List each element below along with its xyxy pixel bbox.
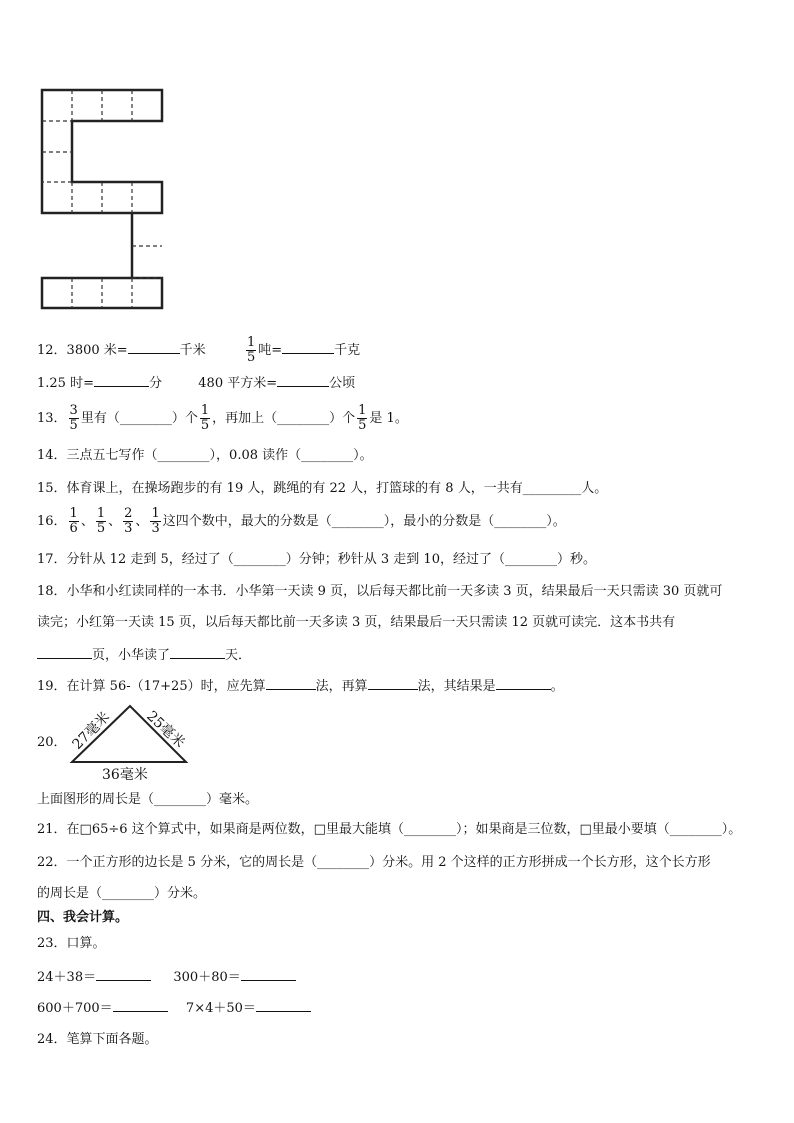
fraction: $\frac{1}{6}$ — [69, 506, 78, 536]
answer-blank[interactable] — [170, 645, 225, 659]
answer-blank[interactable] — [241, 967, 296, 981]
answer-blank[interactable] — [496, 676, 551, 690]
grid-five-figure — [38, 86, 168, 316]
triangle-base-label: 36毫米 — [102, 767, 148, 783]
q12-c-post: 分 — [148, 376, 162, 391]
question-23-title: 23．口算。 — [37, 936, 106, 951]
question-17: 17．分针从 12 走到 5，经过了（________）分钟；秒针从 3 走到 10，经过了（________）秒。 — [37, 552, 596, 567]
fraction: $\frac{1}{5}$ — [358, 403, 367, 433]
separator: 、 — [80, 514, 94, 529]
q12-number: 12． — [37, 343, 67, 358]
answer-blank[interactable] — [368, 676, 418, 690]
question-20-text: 上面图形的周长是（________）毫米。 — [37, 792, 259, 807]
question-16 — [37, 505, 566, 539]
triangle-left-label: 27毫米 — [69, 709, 114, 753]
answer-blank[interactable] — [128, 340, 180, 354]
fraction: $\frac{1}{5}$ — [246, 335, 256, 365]
oral-calc-row-2 — [37, 998, 311, 1019]
oral-calc-item: 7×4＋50＝ — [185, 1001, 256, 1016]
section-title: 四、我会计算。 — [37, 910, 129, 925]
q12-b-pre: 吨= — [258, 343, 283, 358]
fraction: $\frac{2}{3}$ — [124, 506, 133, 536]
q13-text-3: 是 1。 — [369, 411, 408, 426]
answer-blank[interactable] — [277, 373, 329, 387]
answer-blank[interactable] — [282, 340, 334, 354]
q13-text-2: ，再加上（________）个 — [212, 411, 356, 426]
q18-text-b: 天． — [225, 648, 252, 663]
q12-d-pre: 480 平方米= — [198, 376, 278, 391]
fraction: $\frac{1}{5}$ — [200, 403, 210, 433]
answer-blank[interactable] — [256, 998, 311, 1012]
answer-blank[interactable] — [37, 645, 92, 659]
q19-post: 。 — [550, 679, 564, 694]
q12-c-pre: 1.25 时= — [37, 376, 94, 391]
q12-d-post: 公顷 — [329, 376, 356, 391]
q16-number: 16． — [37, 514, 67, 529]
question-24-title: 24．笔算下面各题。 — [37, 1032, 158, 1047]
q19-mid2: 法，其结果是 — [417, 679, 496, 694]
separator: 、 — [135, 514, 149, 529]
answer-blank[interactable] — [266, 676, 316, 690]
q18-text-a: 页，小华读了 — [92, 648, 171, 663]
q16-text: 这四个数中，最大的分数是（________），最小的分数是（________）。 — [162, 514, 566, 529]
question-20-number: 20． — [37, 735, 67, 750]
triangle-figure — [64, 700, 204, 785]
fraction: $\frac{3}{5}$ — [69, 403, 78, 433]
answer-blank[interactable] — [94, 373, 149, 387]
q12-a-post: 千米 — [179, 343, 206, 358]
question-18-line-1: 18．小华和小红读同样的一本书．小华第一天读 9 页，以后每天都比前一天多读 3 页，结果最后一天只需读 30 页就可 — [37, 584, 723, 599]
question-22-line-2: 的周长是（________）分米。 — [37, 886, 207, 901]
q13-text-1: 里有（________）个 — [80, 411, 198, 426]
q12-b-post: 千克 — [334, 343, 361, 358]
question-14: 14．三点五七写作（________），0.08 读作（________）。 — [37, 448, 373, 463]
fraction: $\frac{1}{5}$ — [96, 506, 106, 536]
q13-number: 13． — [37, 411, 67, 426]
oral-calc-item: 24＋38＝ — [37, 970, 97, 985]
question-22-line-1: 22．一个正方形的边长是 5 分米，它的周长是（________）分米。用 2 个这样的正方形拼成一个长方形，这个长方形 — [37, 855, 711, 870]
question-15: 15．体育课上，在操场跑步的有 19 人，跳绳的有 22 人，打篮球的有 8 人，一共有_________人。 — [37, 481, 608, 496]
question-13 — [37, 402, 408, 436]
fraction: $\frac{1}{3}$ — [151, 506, 160, 536]
answer-blank[interactable] — [96, 967, 151, 981]
question-12-line-1 — [37, 336, 360, 365]
answer-blank[interactable] — [113, 998, 168, 1012]
question-19 — [37, 676, 564, 697]
question-18-line-2: 读完；小红第一天读 15 页，以后每天都比前一天多读 3 页，结果最后一天只需读 12 页就可读完．这本书共有 — [37, 615, 676, 630]
q12-a-pre: 3800 米= — [66, 343, 128, 358]
triangle-right-label: 25毫米 — [143, 708, 188, 752]
question-12-line-2 — [37, 373, 355, 394]
question-21: 21．在□65÷6 这个算式中，如果商是两位数，□里最大能填（________）；如果商是三位数，□里最小要填（________）。 — [37, 822, 742, 837]
q19-mid1: 法，再算 — [315, 679, 368, 694]
question-18-line-3 — [37, 645, 251, 666]
oral-calc-item: 600＋700＝ — [37, 1001, 113, 1016]
q19-pre: 19．在计算 56-（17+25）时，应先算 — [37, 679, 266, 694]
oral-calc-row-1 — [37, 967, 296, 988]
separator: 、 — [108, 514, 122, 529]
oral-calc-item: 300＋80＝ — [173, 970, 241, 985]
